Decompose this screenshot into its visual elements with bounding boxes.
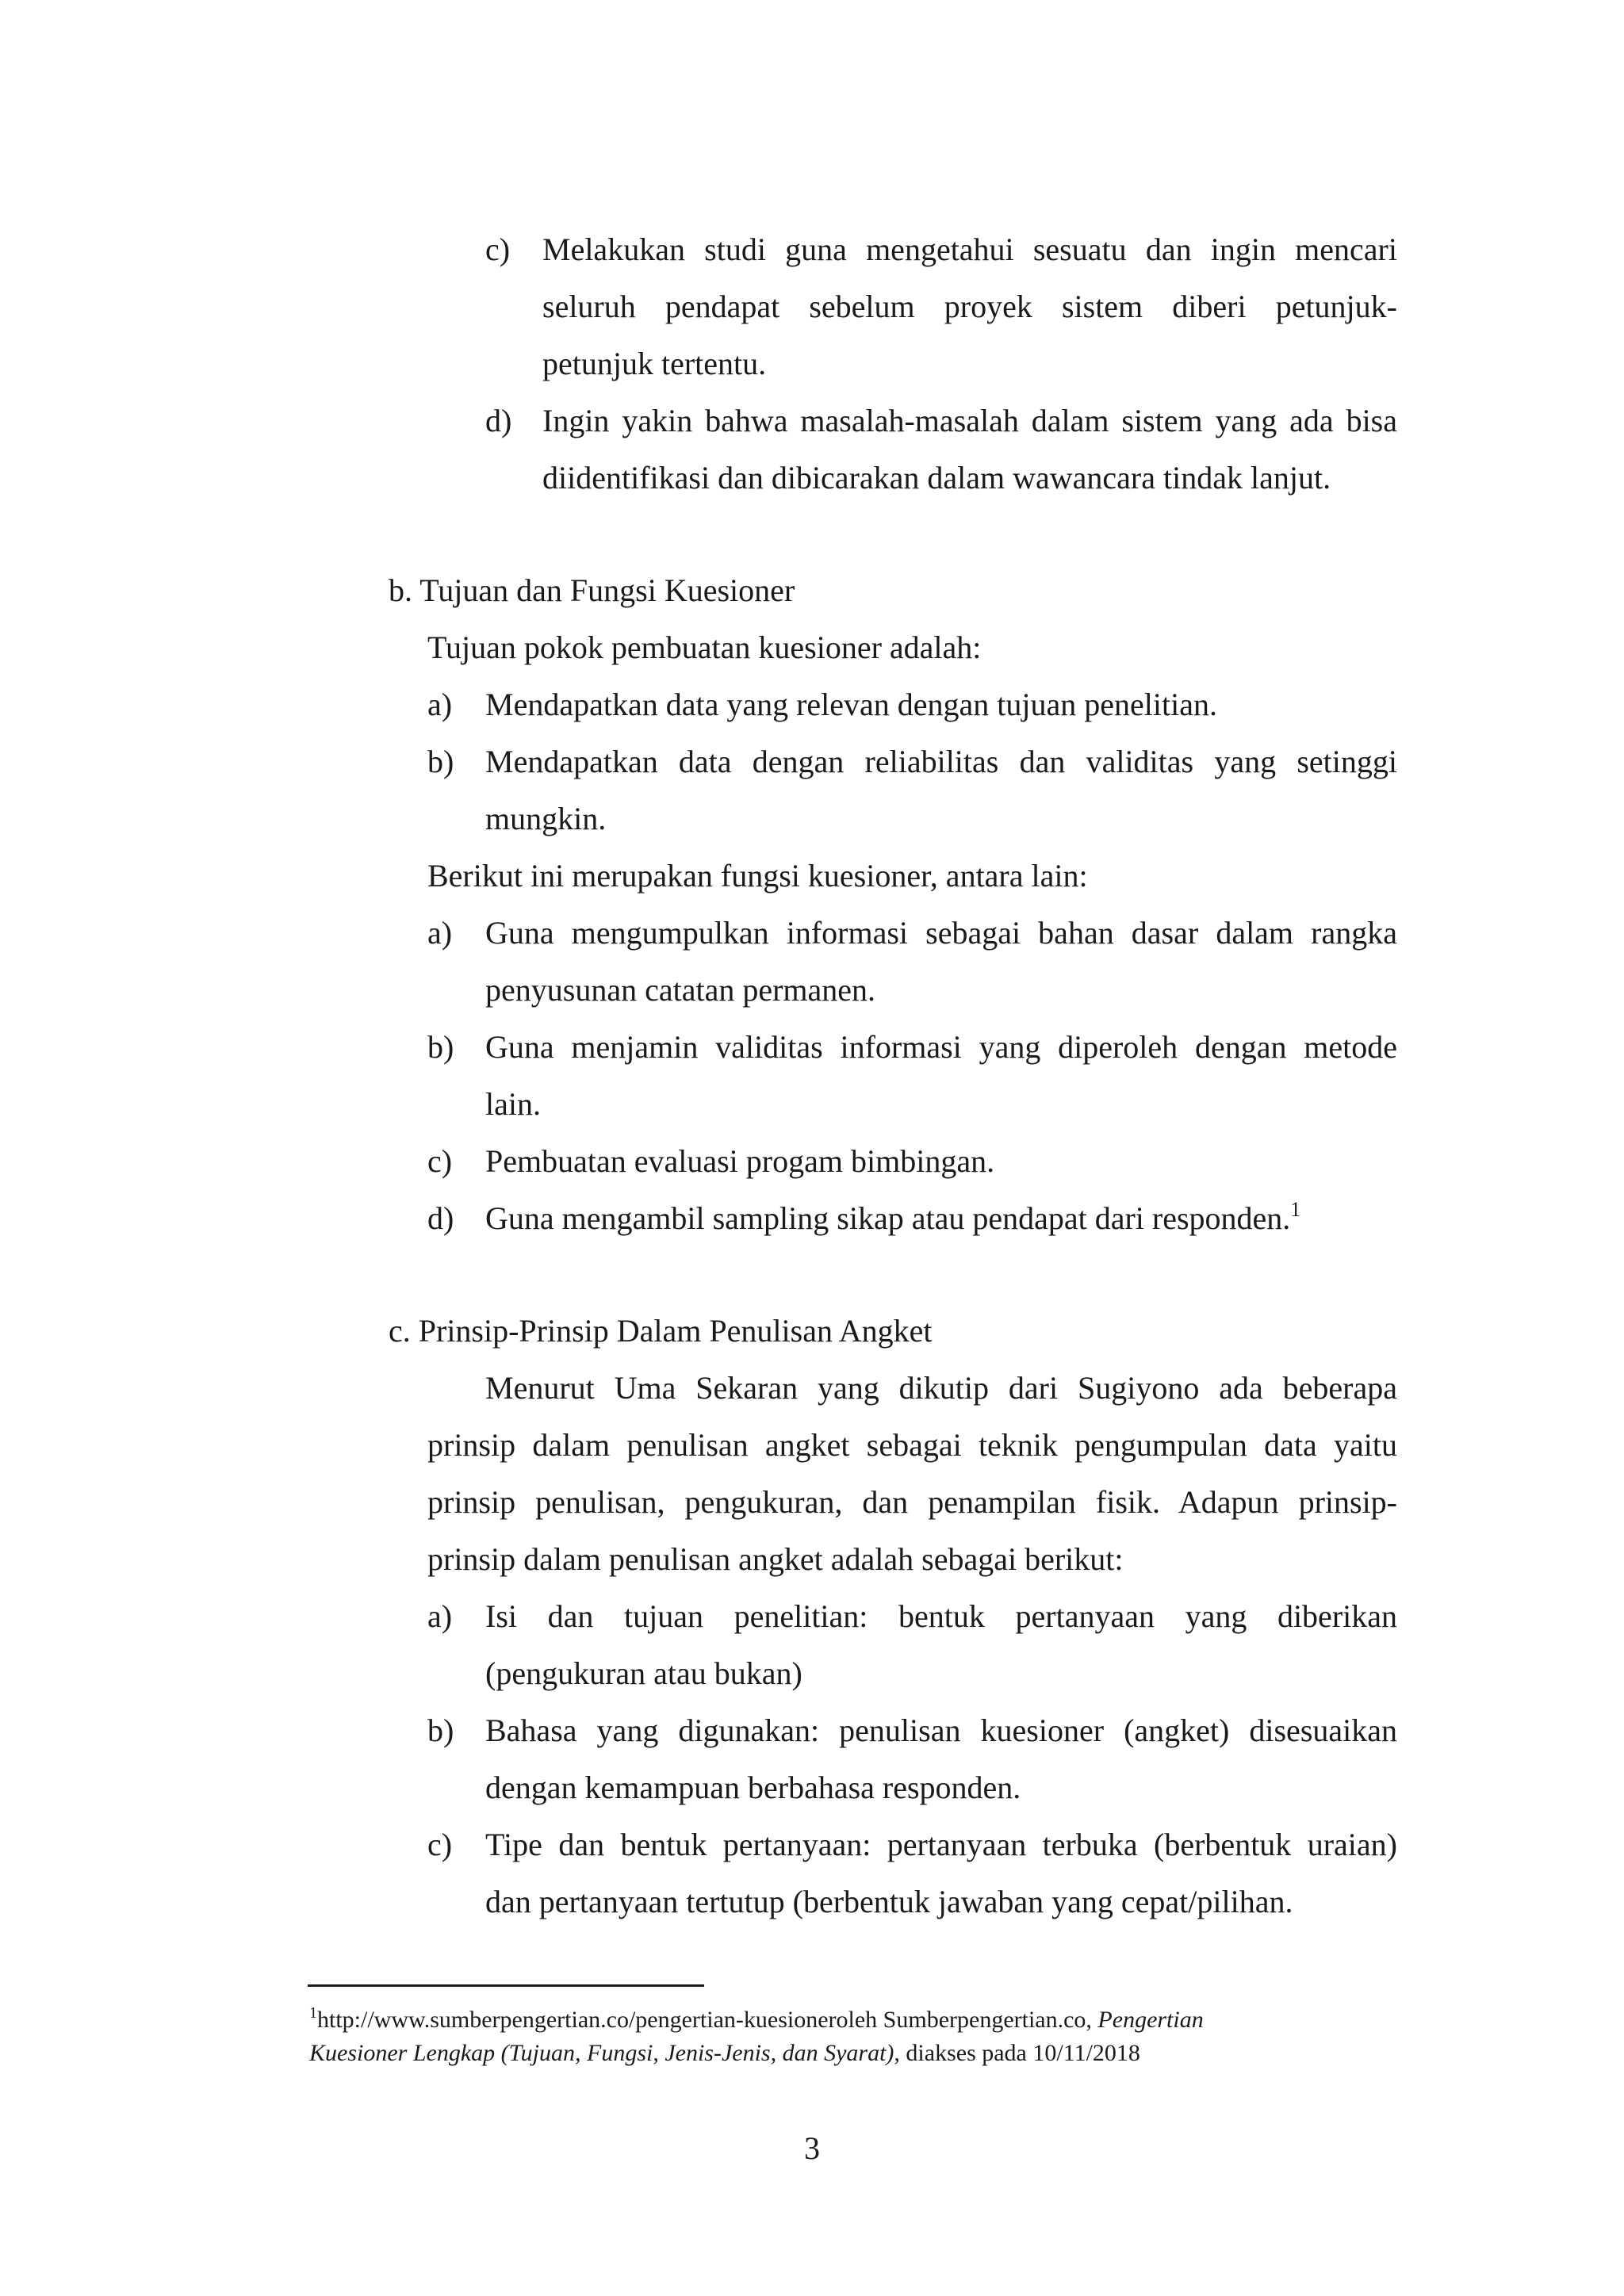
fungsi-marker-d: d) <box>427 1200 454 1236</box>
footnote-line-1 <box>309 2006 1204 2034</box>
tujuan-item-a: Mendapatkan data yang relevan dengan tujuan penelitian. <box>485 687 1217 722</box>
section-c-heading: c. Prinsip-Prinsip Dalam Penulisan Angket <box>389 1313 933 1349</box>
prinsip-item-a-line-2: (pengukuran atau bukan) <box>485 1655 802 1691</box>
footnote-reference[interactable]: 1 <box>1290 1198 1301 1221</box>
footnote-title-part-1: Pengertian <box>1097 2007 1204 2033</box>
list-item-c-line-2: seluruh pendapat sebelum proyek sistem diberi petunjuk- <box>542 289 1397 324</box>
fungsi-item-d <box>485 1200 1300 1238</box>
prinsip-marker-a: a) <box>427 1598 453 1634</box>
fungsi-item-a-line-1: Guna mengumpulkan informasi sebagai bahan dasar dalam rangka <box>485 915 1397 951</box>
prinsip-marker-b: b) <box>427 1712 454 1748</box>
list-item-d-line-1: Ingin yakin bahwa masalah-masalah dalam sistem yang ada bisa <box>542 403 1397 438</box>
footnote-number: 1 <box>309 2004 317 2022</box>
prinsip-item-c-line-2: dan pertanyaan tertutup (berbentuk jawaban yang cepat/pilihan. <box>485 1884 1293 1919</box>
fungsi-marker-a: a) <box>427 915 453 951</box>
fungsi-item-c: Pembuatan evaluasi progam bimbingan. <box>485 1143 995 1179</box>
prinsip-item-b-line-2: dengan kemampuan berbahasa responden. <box>485 1770 1021 1805</box>
section-b-intro: Tujuan pokok pembuatan kuesioner adalah: <box>427 629 982 665</box>
list-item-d-line-2: diidentifikasi dan dibicarakan dalam wawancara tindak lanjut. <box>542 460 1331 496</box>
fungsi-item-b-line-2: lain. <box>485 1086 541 1122</box>
list-item-c-line-1: Melakukan studi guna mengetahui sesuatu dan ingin mencari <box>542 232 1397 267</box>
tujuan-marker-a: a) <box>427 687 453 722</box>
fungsi-intro: Berikut ini merupakan fungsi kuesioner, antara lain: <box>427 858 1088 894</box>
tujuan-item-b-line-1: Mendapatkan data dengan reliabilitas dan validitas yang setinggi <box>485 744 1397 779</box>
section-c-paragraph-line-2: prinsip dalam penulisan angket sebagai teknik pengumpulan data yaitu <box>427 1427 1397 1463</box>
fungsi-marker-b: b) <box>427 1029 454 1065</box>
section-c-paragraph-line-1: Menurut Uma Sekaran yang dikutip dari Sugiyono ada beberapa <box>485 1370 1397 1406</box>
fungsi-item-d-text: Guna mengambil sampling sikap atau pendapat dari responden. <box>485 1200 1291 1236</box>
section-c-paragraph-line-3: prinsip penulisan, pengukuran, dan penampilan fisik. Adapun prinsip- <box>427 1484 1397 1520</box>
list-marker-d: d) <box>485 403 512 438</box>
page-number: 3 <box>804 2130 820 2166</box>
tujuan-item-b-line-2: mungkin. <box>485 801 607 836</box>
prinsip-item-b-line-1: Bahasa yang digunakan: penulisan kuesioner (angket) disesuaikan <box>485 1712 1397 1748</box>
footnote-separator <box>308 1984 704 1987</box>
section-b-heading: b. Tujuan dan Fungsi Kuesioner <box>389 572 795 608</box>
footnote-access-date: diakses pada 10/11/2018 <box>899 2040 1140 2066</box>
prinsip-item-a-line-1: Isi dan tujuan penelitian: bentuk pertanyaan yang diberikan <box>485 1598 1397 1634</box>
tujuan-marker-b: b) <box>427 744 454 779</box>
list-marker-c: c) <box>485 232 511 267</box>
fungsi-item-a-line-2: penyusunan catatan permanen. <box>485 972 876 1008</box>
fungsi-marker-c: c) <box>427 1143 453 1179</box>
prinsip-item-c-line-1: Tipe dan bentuk pertanyaan: pertanyaan terbuka (berbentuk uraian) <box>485 1827 1397 1862</box>
section-c-paragraph-line-4: prinsip dalam penulisan angket adalah sebagai berikut: <box>427 1541 1124 1577</box>
footnote-url[interactable]: http://www.sumberpengertian.co/pengertian-kuesioneroleh Sumberpengertian.co, <box>317 2007 1098 2033</box>
fungsi-item-b-line-1: Guna menjamin validitas informasi yang diperoleh dengan metode <box>485 1029 1397 1065</box>
prinsip-marker-c: c) <box>427 1827 453 1862</box>
footnote-title-part-2: Kuesioner Lengkap (Tujuan, Fungsi, Jenis-Jenis, dan Syarat), <box>309 2040 900 2066</box>
list-item-c-line-3: petunjuk tertentu. <box>542 346 767 381</box>
footnote-line-2 <box>309 2039 1140 2068</box>
